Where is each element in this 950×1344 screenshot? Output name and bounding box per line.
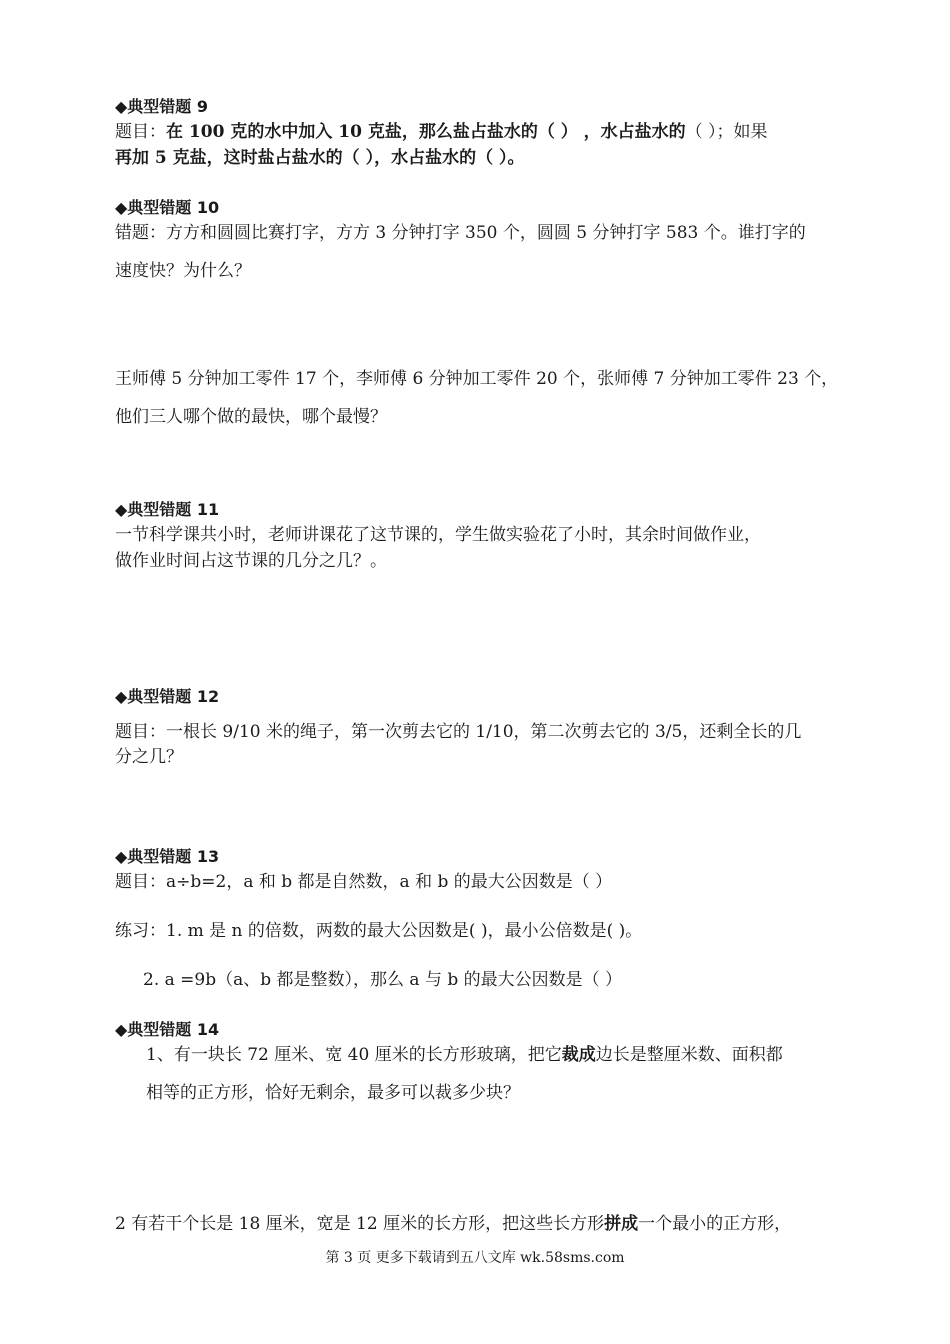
q14-bold-cut: 裁成 [561, 1045, 596, 1065]
q14-line-2: 相等的正方形，恰好无剩余，最多可以裁多少块？ [146, 1083, 520, 1103]
q10-line-1: 错题：方方和圆圆比赛打字，方方 3 分钟打字 350 个，圆圆 5 分钟打字 583 个。谁打字的 [115, 223, 806, 243]
q13-line-3: 2. a =9b（a、b 都是整数），那么 a 与 b 的最大公因数是（ ） [143, 970, 623, 990]
q14-bold-join: 拼成 [604, 1214, 639, 1234]
q11-line-2: 做作业时间占这节课的几分之几？。 [115, 551, 387, 571]
q12-line-2: 分之几？ [115, 747, 183, 767]
q9-line-1 [115, 121, 768, 143]
q13-line-1: 题目：a÷b=2，a 和 b 都是自然数，a 和 b 的最大公因数是（ ） [115, 872, 613, 892]
q13-heading: ◆典型错题 13 [115, 847, 220, 866]
q14-text-d: 一个最小的正方形， [638, 1214, 792, 1234]
q13-line-2: 练习：1. m 是 n 的倍数，两数的最大公因数是( )，最小公倍数是( )。 [115, 921, 643, 941]
q14-text-c: 2 有若干个长是 18 厘米，宽是 12 厘米的长方形，把这些长方形 [115, 1214, 605, 1234]
q9-heading: ◆典型错题 9 [115, 97, 209, 116]
page-footer: 第 3 页 更多下载请到五八文库 wk.58sms.com [325, 1250, 625, 1266]
q14-heading: ◆典型错题 14 [115, 1020, 220, 1039]
q9-line-2: 再加 5 克盐，这时盐占盐水的（ ），水占盐水的（ ）。 [115, 148, 525, 168]
q14-line-1 [146, 1044, 783, 1066]
q12-line-1: 题目：一根长 9/10 米的绳子，第一次剪去它的 1/10，第二次剪去它的 3/5，还剩全长的几 [115, 722, 802, 742]
q9-bold-text: 在 100 克的水中加入 10 克盐，那么盐占盐水的（ ） ，水占盐水的 [166, 122, 686, 142]
q10-line-3: 王师傅 5 分钟加工零件 17 个，李师傅 6 分钟加工零件 20 个，张师傅 7 分钟加工零件 23 个， [115, 369, 839, 389]
q11-heading: ◆典型错题 11 [115, 500, 220, 519]
q11-line-1: 一节科学课共小时，老师讲课花了这节课的，学生做实验花了小时，其余时间做作业， [115, 525, 761, 545]
q9-text: （ ）；如果 [685, 122, 768, 142]
q10-heading: ◆典型错题 10 [115, 198, 220, 217]
q14-text-a: 1、有一块长 72 厘米、宽 40 厘米的长方形玻璃，把它 [146, 1045, 562, 1065]
q14-text-b: 边长是整厘米数、面积都 [595, 1045, 783, 1065]
q14-line-3 [115, 1213, 791, 1235]
q12-heading: ◆典型错题 12 [115, 687, 220, 706]
q10-line-4: 他们三人哪个做的最快，哪个最慢？ [115, 407, 387, 427]
q10-line-2: 速度快？为什么？ [115, 261, 251, 281]
q9-label: 题目： [115, 122, 166, 142]
